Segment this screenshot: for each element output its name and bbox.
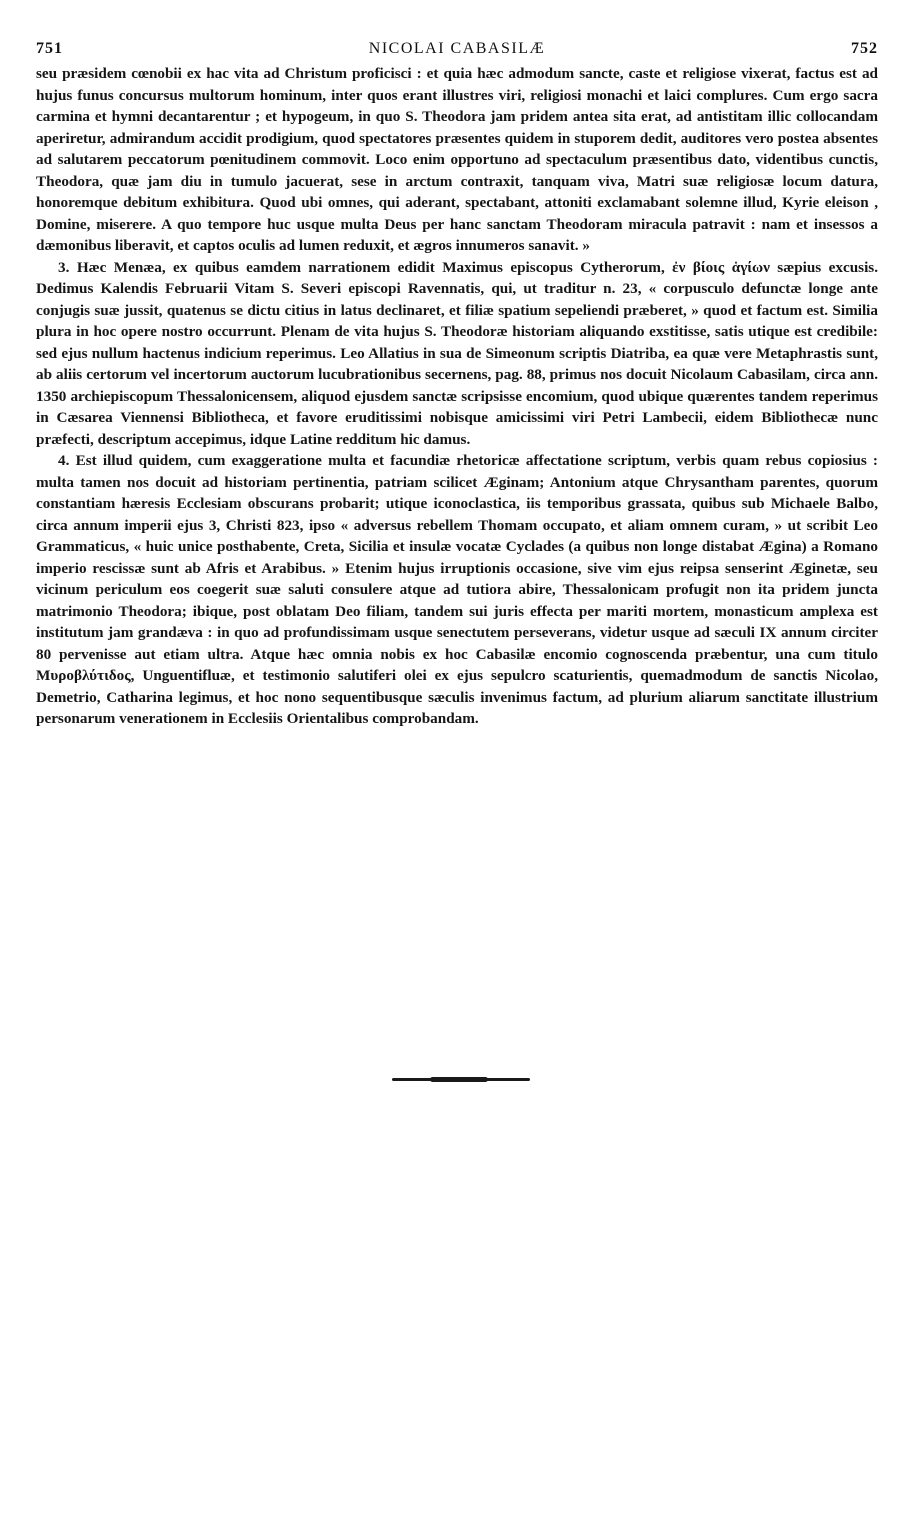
main-text xyxy=(36,63,878,730)
ornamental-divider xyxy=(392,1078,530,1081)
right-page-number: 752 xyxy=(851,40,878,57)
running-head xyxy=(36,38,878,60)
left-page-number: 751 xyxy=(36,40,63,57)
paragraph-continued: seu præsidem cœnobii ex hac vita ad Christum proficisci : et quia hæc admodum sancte, caste et religiose vixerat, factus est ad hujus funus concursus multorum hominum, inter quos erant illustres viri, religiosi monachi et laici complures. Cum ergo sacra carmina et hymni decantarentur ; et hypogeum, in quo S. Theodora jam pridem antea sita erat, ad antistitam illic collocandam aperiretur, admirandum accidit prodigium, quod spectatores præsentes quidem in stuporem dedit, auditores vero postea absentes ad salutarem peccatorum pœnitudinem commovit. Loco enim opportuno ad spectaculum præsentibus dato, videntibus cunctis, Theodora, quæ jam diu in tumulo jacuerat, sese in arctum contraxit, tanquam viva, Matri suæ religiosæ locum datura, honoremque debitum exhibitura. Quod ubi omnes, qui aderant, spectabant, attoniti exclamabant solemne illud, Kyrie eleison , Domine, miserere. A quo tempore huc usque multa Deus per hanc sanctam Theodoram miracula patravit : nam et insessos a dæmonibus liberavit, et captos oculis ad lumen reduxit, et ægros innumeros sanavit. » xyxy=(36,65,878,254)
running-title: NICOLAI CABASILÆ xyxy=(368,40,546,57)
paragraph-3: 3. Hæc Menæa, ex quibus eamdem narrationem edidit Maximus episcopus Cytherorum, ἐν βίοις ἁγίων sæpius excusis. Dedimus Kalendis Februarii Vitam S. Severi episcopi Ravennatis, qui, ut traditur n. 23, « corpusculo defunctæ longe ante conjugis suæ jussit, quatenus se dictu citius in latus declinaret, et filiæ spatium sepeliendi præberet, » quod et factum est. Similia plura in hoc opere nostro occurrunt. Plenam de vita hujus S. Theodoræ historiam aliquando exstitisse, satis utique est credibile: sed ejus nullum hactenus indicium reperimus. Leo Allatius in sua de Simeonum scriptis Diatriba, ea quæ vere Metaphrastis sunt, ab aliis certorum vel incertorum auctorum lucubrationibus secernens, pag. 88, primus nos docuit Nicolaum Cabasilam, circa ann. 1350 archiepiscopum Thessalonicensem, aliquod ejusdem sanctæ scripsisse encomium, quod ubique quærentes tandem reperimus in Cæsarea Viennensi Bibliotheca, et favore eruditissimi nobisque amicissimi viri Petri Lambecii, eidem Bibliothecæ nunc præfecti, descriptum accepimus, idque Latine redditum hic damus. xyxy=(36,258,878,448)
paragraph-4: 4. Est illud quidem, cum exaggeratione multa et facundiæ rhetoricæ affectatione scriptum, verbis quam rebus copiosius : multa tamen nos docuit ad historiam pertinentia, patriam scilicet Æginam; Antonium atque Chrysantham parentes, quorum constantiam hæresis Ecclesiam obscurans probarit; utique iconoclastica, iis temporibus grassata, quibus sub Michaele Balbo, circa annum imperii ejus 3, Christi 823, ipso « adversus rebellem Thomam occupato, et aliam omnem curam, » ut scribit Leo Grammaticus, « huic unice posthabente, Creta, Sicilia et insulæ vocatæ Cyclades (a quibus non longe distabat Ægina) a Romano imperio rescissæ sunt ab Afris et Arabibus. » Etenim hujus irruptionis occasione, sive vim ejus reipsa senserint Æginetæ, seu vicinum periculum eos coegerit suæ saluti consulere atque ad tutiora abire, Thessalonicam profugit non ita pridem juncta matrimonio Theodora; ibique, post oblatam Deo filiam, tandem sui juris effecta per mariti mortem, monasticum amplexa est institutum jam grandæva : in quo ad profundissimam usque senectutem perseverans, videtur usque ad sæculi IX annum circiter 80 pervenisse aut etiam ultra. Atque hæc omnia nobis ex hoc Cabasilæ encomio cognoscenda præbentur, una cum titulo Μυροβλύτιδος, Unguentifluæ, et testimonio salutiferi olei ex ejus sepulcro scaturientis, quemadmodum de sanctis Nicolao, Demetrio, Catharina legimus, et hoc nono sequentibusque sæculis invenimus factum, ad plurium aliarum sanctitate illustrium personarum venerationem in Ecclesiis Orientalibus comprobandam. xyxy=(36,452,878,727)
